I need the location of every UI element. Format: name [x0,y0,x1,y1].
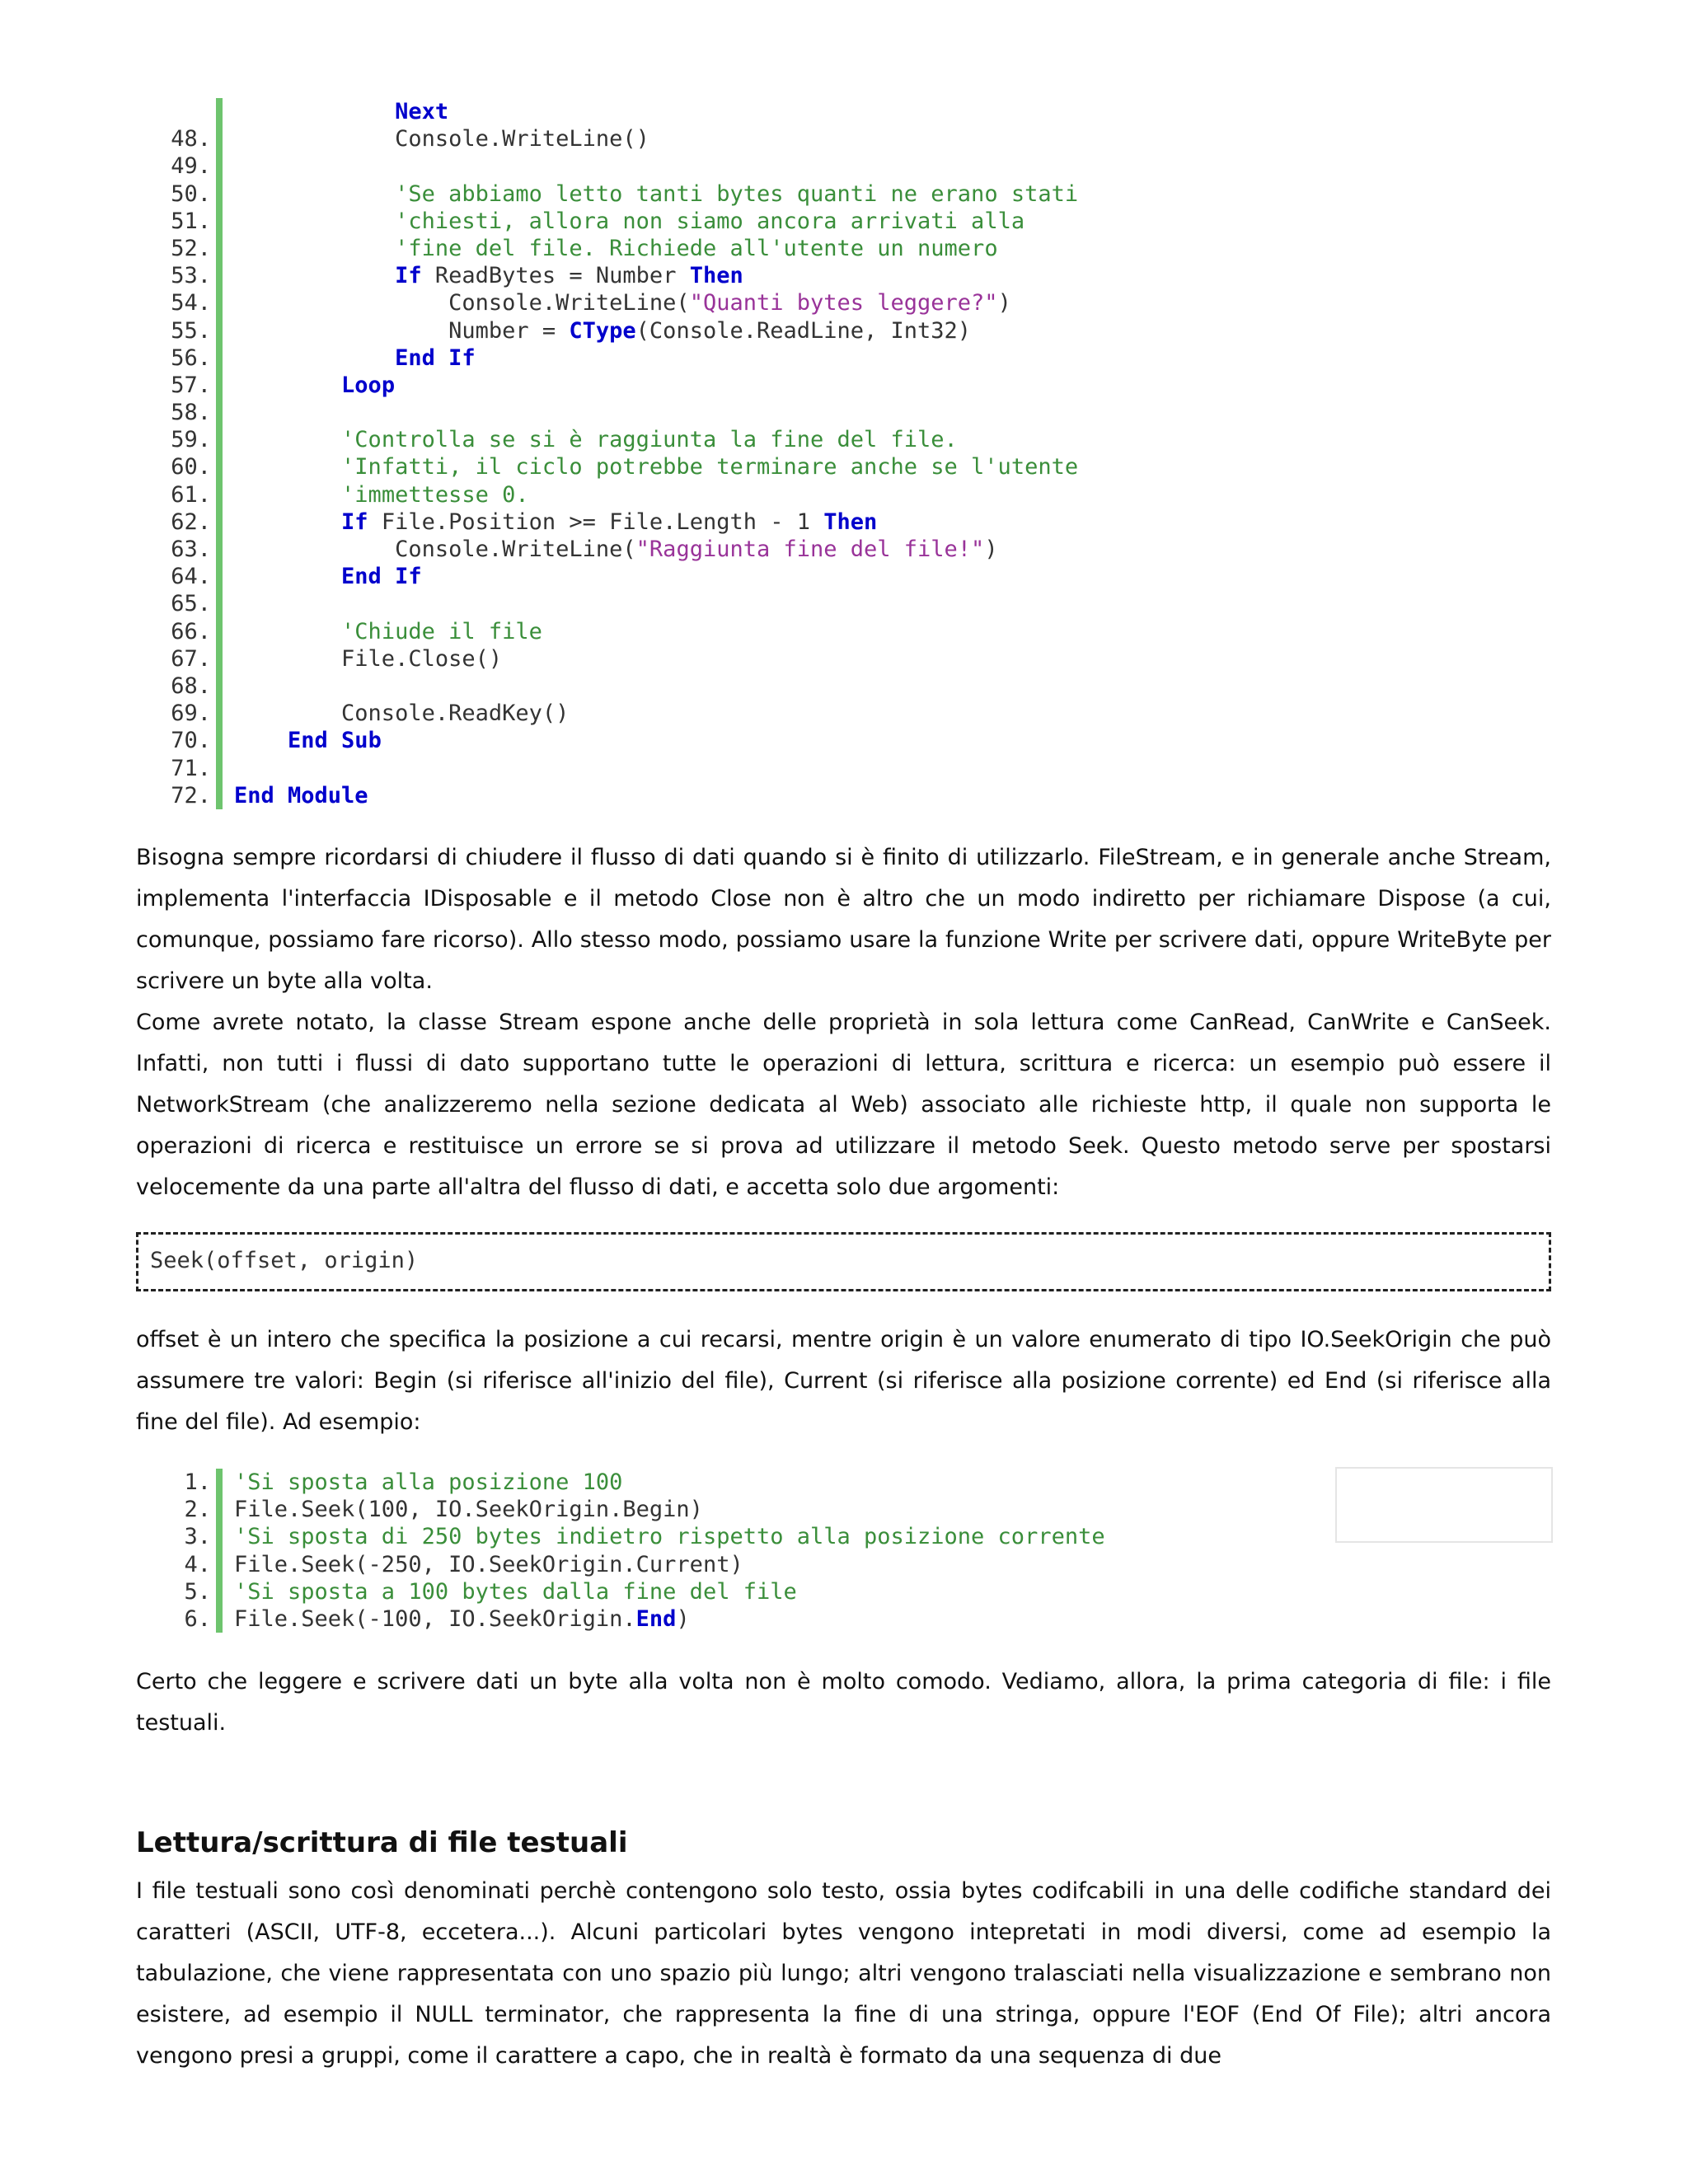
gutter-bar [216,481,223,509]
line-number: 66. [171,618,211,644]
line-number: 67. [171,645,211,672]
code-token [234,564,341,589]
line-number: 60. [171,454,211,480]
gutter-bar [216,262,223,289]
gutter-bar [216,590,223,617]
line-number: 53. [171,263,211,289]
line-number: 54. [171,290,211,316]
gutter-bar [216,125,223,152]
code-token: 'Controlla se si è raggiunta la fine del file. [341,427,958,453]
gutter-bar [216,399,223,426]
seek-signature: Seek(offset, origin) [150,1248,419,1273]
paragraph-text: offset è un intero che specifica la posizione a cui recarsi, mentre origin è un valore enumerato di tipo IO.SeekOrigin che può assumere tre valori: Begin (si riferisce all'inizio del file), Current (si riferisce alla posizione corrente) ed End (si riferisce alla fine del file). Ad esempio: [136,1327,1551,1435]
code-token: 'Chiude il file [341,618,542,644]
line-number: 72. [171,782,211,808]
code-token: 'Si sposta alla posizione 100 [234,1469,623,1495]
code-token: End If [341,564,422,590]
code-line [0,262,1078,289]
paragraph-text-files [136,1871,1551,2077]
code-line [0,125,1078,152]
code-block-listing [0,98,1078,809]
code-token [234,619,341,644]
code-token: 'Si sposta a 100 bytes dalla fine del file [234,1578,797,1605]
code-text [223,509,877,536]
line-number: 61. [171,481,211,508]
code-token: Console.WriteLine( [234,537,636,562]
line-number: 56. [171,344,211,371]
code-line [0,536,1078,563]
code-line [0,755,1078,782]
code-token: Console.ReadKey() [234,701,570,727]
code-text [223,344,476,372]
code-line [0,1605,1105,1633]
line-number: 6. [184,1605,211,1632]
code-token [234,509,341,535]
gutter-bar [216,180,223,208]
code-token: Console.WriteLine( [234,290,690,316]
gutter-bar [216,782,223,809]
gutter-bar [216,618,223,645]
code-line [0,509,1078,536]
code-token: 'Se abbiamo letto tanti bytes quanti ne erano stati [395,180,1079,207]
gutter-bar [216,317,223,344]
code-line [0,1523,1105,1550]
line-number: 50. [171,180,211,207]
line-number: 1. [184,1469,211,1495]
code-token: (Console.ReadLine, Int32) [635,317,972,344]
paragraph-offset [136,1319,1551,1443]
code-text [223,590,234,617]
code-text [223,1469,622,1496]
gutter-bar [216,1496,223,1523]
code-line [0,1578,1105,1605]
gutter-bar [216,98,223,125]
gutter-bar [216,1551,223,1578]
code-token [234,99,395,124]
code-line [0,481,1078,509]
code-token [234,263,395,288]
code-token: Then [689,263,743,289]
code-line [0,727,1078,754]
line-number: 69. [171,701,211,727]
line-number: 59. [171,427,211,453]
code-line [0,399,1078,426]
code-text [223,700,569,727]
line-number: 55. [171,317,211,344]
code-line [0,152,1078,180]
line-number [0,98,216,125]
code-token: File.Seek(-250, IO.SeekOrigin.Current) [234,1551,743,1577]
code-token: ReadBytes = Number [421,263,690,289]
code-token [234,181,395,207]
code-token: Next [395,99,449,124]
gutter-bar [216,673,223,700]
code-line [0,1469,1105,1496]
code-line [0,590,1078,617]
gutter-bar [216,1469,223,1496]
gutter-bar [216,1605,223,1633]
code-token: CType [569,317,636,344]
code-text [223,399,234,426]
code-token [234,209,395,234]
code-line [0,618,1078,645]
code-token: If [341,509,368,535]
line-number: 2. [184,1497,211,1523]
code-line [0,344,1078,372]
code-text [223,1496,703,1523]
gutter-bar [216,235,223,262]
code-text [223,727,382,754]
line-number: 63. [171,537,211,562]
code-block-seek-example [0,1469,1105,1633]
gutter-bar [216,344,223,372]
code-token: End If [395,344,476,371]
line-number: 49. [171,153,211,180]
code-text [223,98,448,125]
code-token: 'Infatti, il ciclo potrebbe terminare anche se l'utente [341,454,1079,480]
code-token [234,482,341,508]
code-token: File.Seek(100, IO.SeekOrigin.Begin) [234,1497,703,1523]
code-token [234,454,341,480]
line-number: 68. [171,673,211,699]
code-line [0,700,1078,727]
code-line [0,782,1078,809]
gutter-bar [216,509,223,536]
gutter-bar [216,755,223,782]
code-token: 'immettesse 0. [341,481,529,508]
gutter-bar [216,289,223,316]
line-number: 5. [184,1578,211,1605]
code-token: File.Position >= File.Length - 1 [368,509,824,535]
gutter-bar [216,152,223,180]
code-text [223,235,998,262]
empty-frame [1335,1467,1553,1543]
paragraph-text: Bisogna sempre ricordarsi di chiudere il flusso di dati quando si è finito di utilizzarlo. FileStream, e in generale anche Stream, implementa l'interfaccia IDisposable e il metodo Close non è altro che un modo indiretto per richiamare Dispose (a cui, comunque, possiamo fare ricorso). Allo stesso modo, possiamo usare la funzione Write per scrivere dati, oppure WriteByte per scrivere un byte alla volta. [136,845,1551,994]
code-token: Number = [234,317,570,344]
code-text [223,1578,797,1605]
code-line [0,563,1078,590]
paragraph-text: I file testuali sono così denominati perchè contengono solo testo, ossia bytes codifcabili in una delle codifiche standard dei caratteri (ASCII, UTF-8, eccetera...). Alcuni particolari bytes vengono intepretati in modi diversi, come ad esempio la tabulazione, che viene rappresentata con uno spazio più lungo; altri vengono tralasciati nella visualizzazione e sembrano non esistere, ad esempio il NULL terminator, che rappresenta la fine di una stringa, oppure l'EOF (End Of File); altri ancora vengono presi a gruppi, come il carattere a capo, che in realtà è formato da una sequenza di due [136,1878,1551,2069]
paragraph-text: Come avrete notato, la classe Stream espone anche delle proprietà in sola lettura come CanRead, CanWrite e CanSeek. Infatti, non tutti i flussi di dato supportano tutte le operazioni di lettura, scrittura e ricerca: un esempio può essere il NetworkStream (che analizzeremo nella sezione dedicata al Web) associato alle richieste http, il quale non supporta le operazioni di ricerca e restituisce un errore se si prova ad utilizzare il metodo Seek. Questo metodo serve per spostarsi velocemente da una parte all'altra del flusso di dati, e accetta solo due argomenti: [136,1010,1551,1200]
line-number: 58. [171,400,211,426]
code-text [223,125,649,152]
code-text [223,618,542,645]
code-token: End Sub [288,728,382,754]
gutter-bar [216,208,223,235]
code-text [223,262,743,289]
paragraph-text: Certo che leggere e scrivere dati un byte alla volta non è molto comodo. Vediamo, allora, la prima categoria di file: i file testuali. [136,1669,1551,1736]
gutter-bar [216,536,223,563]
code-line [0,673,1078,700]
code-text [223,208,1025,235]
gutter-bar [216,700,223,727]
line-number: 71. [171,755,211,781]
code-text [223,372,395,399]
code-token: File.Close() [234,645,503,672]
section-heading: Lettura/scrittura di file testuali [136,1826,628,1859]
paragraph-close-stream [136,837,1551,1208]
code-line [0,372,1078,399]
paragraph-text-files-intro [136,1661,1551,1744]
code-token: "Raggiunta fine del file!" [635,537,985,562]
code-text [223,645,502,673]
code-text [223,536,998,563]
code-text [223,426,958,453]
gutter-bar [216,372,223,399]
code-token: "Quanti bytes leggere?" [689,290,998,316]
code-token: Console.WriteLine() [234,126,649,152]
code-token [234,373,341,398]
code-token [234,345,395,371]
code-token: End [635,1605,677,1632]
code-text [223,755,234,782]
code-token: 'Si sposta di 250 bytes indietro rispetto alla posizione corrente [234,1524,1105,1550]
code-text [223,180,1078,208]
code-token: 'fine del file. Richiede all'utente un numero [395,235,998,261]
line-number: 3. [184,1524,211,1550]
code-line [0,1496,1105,1523]
code-text [223,1523,1105,1550]
gutter-bar [216,453,223,480]
code-line [0,289,1078,316]
gutter-bar [216,645,223,673]
code-token: 'chiesti, allora non siamo ancora arrivati alla [395,208,1025,234]
code-line [0,317,1078,344]
gutter-bar [216,727,223,754]
code-line [0,98,1078,125]
code-text [223,1551,743,1578]
code-text [223,1605,690,1633]
code-token [234,236,395,261]
code-token: Then [823,509,878,535]
code-line [0,426,1078,453]
code-token: Loop [341,372,396,398]
code-text [223,481,529,509]
code-token: End Module [234,782,368,808]
line-number: 4. [184,1551,211,1577]
line-number: 70. [171,728,211,754]
line-number: 48. [171,126,211,152]
code-token: File.Seek(-100, IO.SeekOrigin. [234,1605,636,1632]
code-line [0,180,1078,208]
code-text [223,289,1011,316]
code-token: ) [997,290,1011,316]
code-text [223,673,234,700]
code-token: ) [676,1605,690,1632]
seek-signature-box [136,1232,1551,1291]
code-line [0,1551,1105,1578]
code-text [223,563,422,590]
line-number: 64. [171,564,211,590]
code-line [0,645,1078,673]
code-line [0,208,1078,235]
line-number: 51. [171,208,211,234]
code-token: ) [984,537,998,562]
gutter-bar [216,563,223,590]
code-token [234,427,341,452]
code-line [0,453,1078,480]
code-text [223,317,971,344]
code-text [223,152,234,180]
code-text [223,453,1078,480]
code-token: If [395,263,422,289]
gutter-bar [216,1523,223,1550]
code-text [223,782,368,809]
line-number: 62. [171,509,211,535]
gutter-bar [216,426,223,453]
code-line [0,235,1078,262]
line-number: 52. [171,235,211,261]
code-token [234,728,288,753]
line-number: 65. [171,591,211,617]
gutter-bar [216,1578,223,1605]
line-number: 57. [171,372,211,398]
